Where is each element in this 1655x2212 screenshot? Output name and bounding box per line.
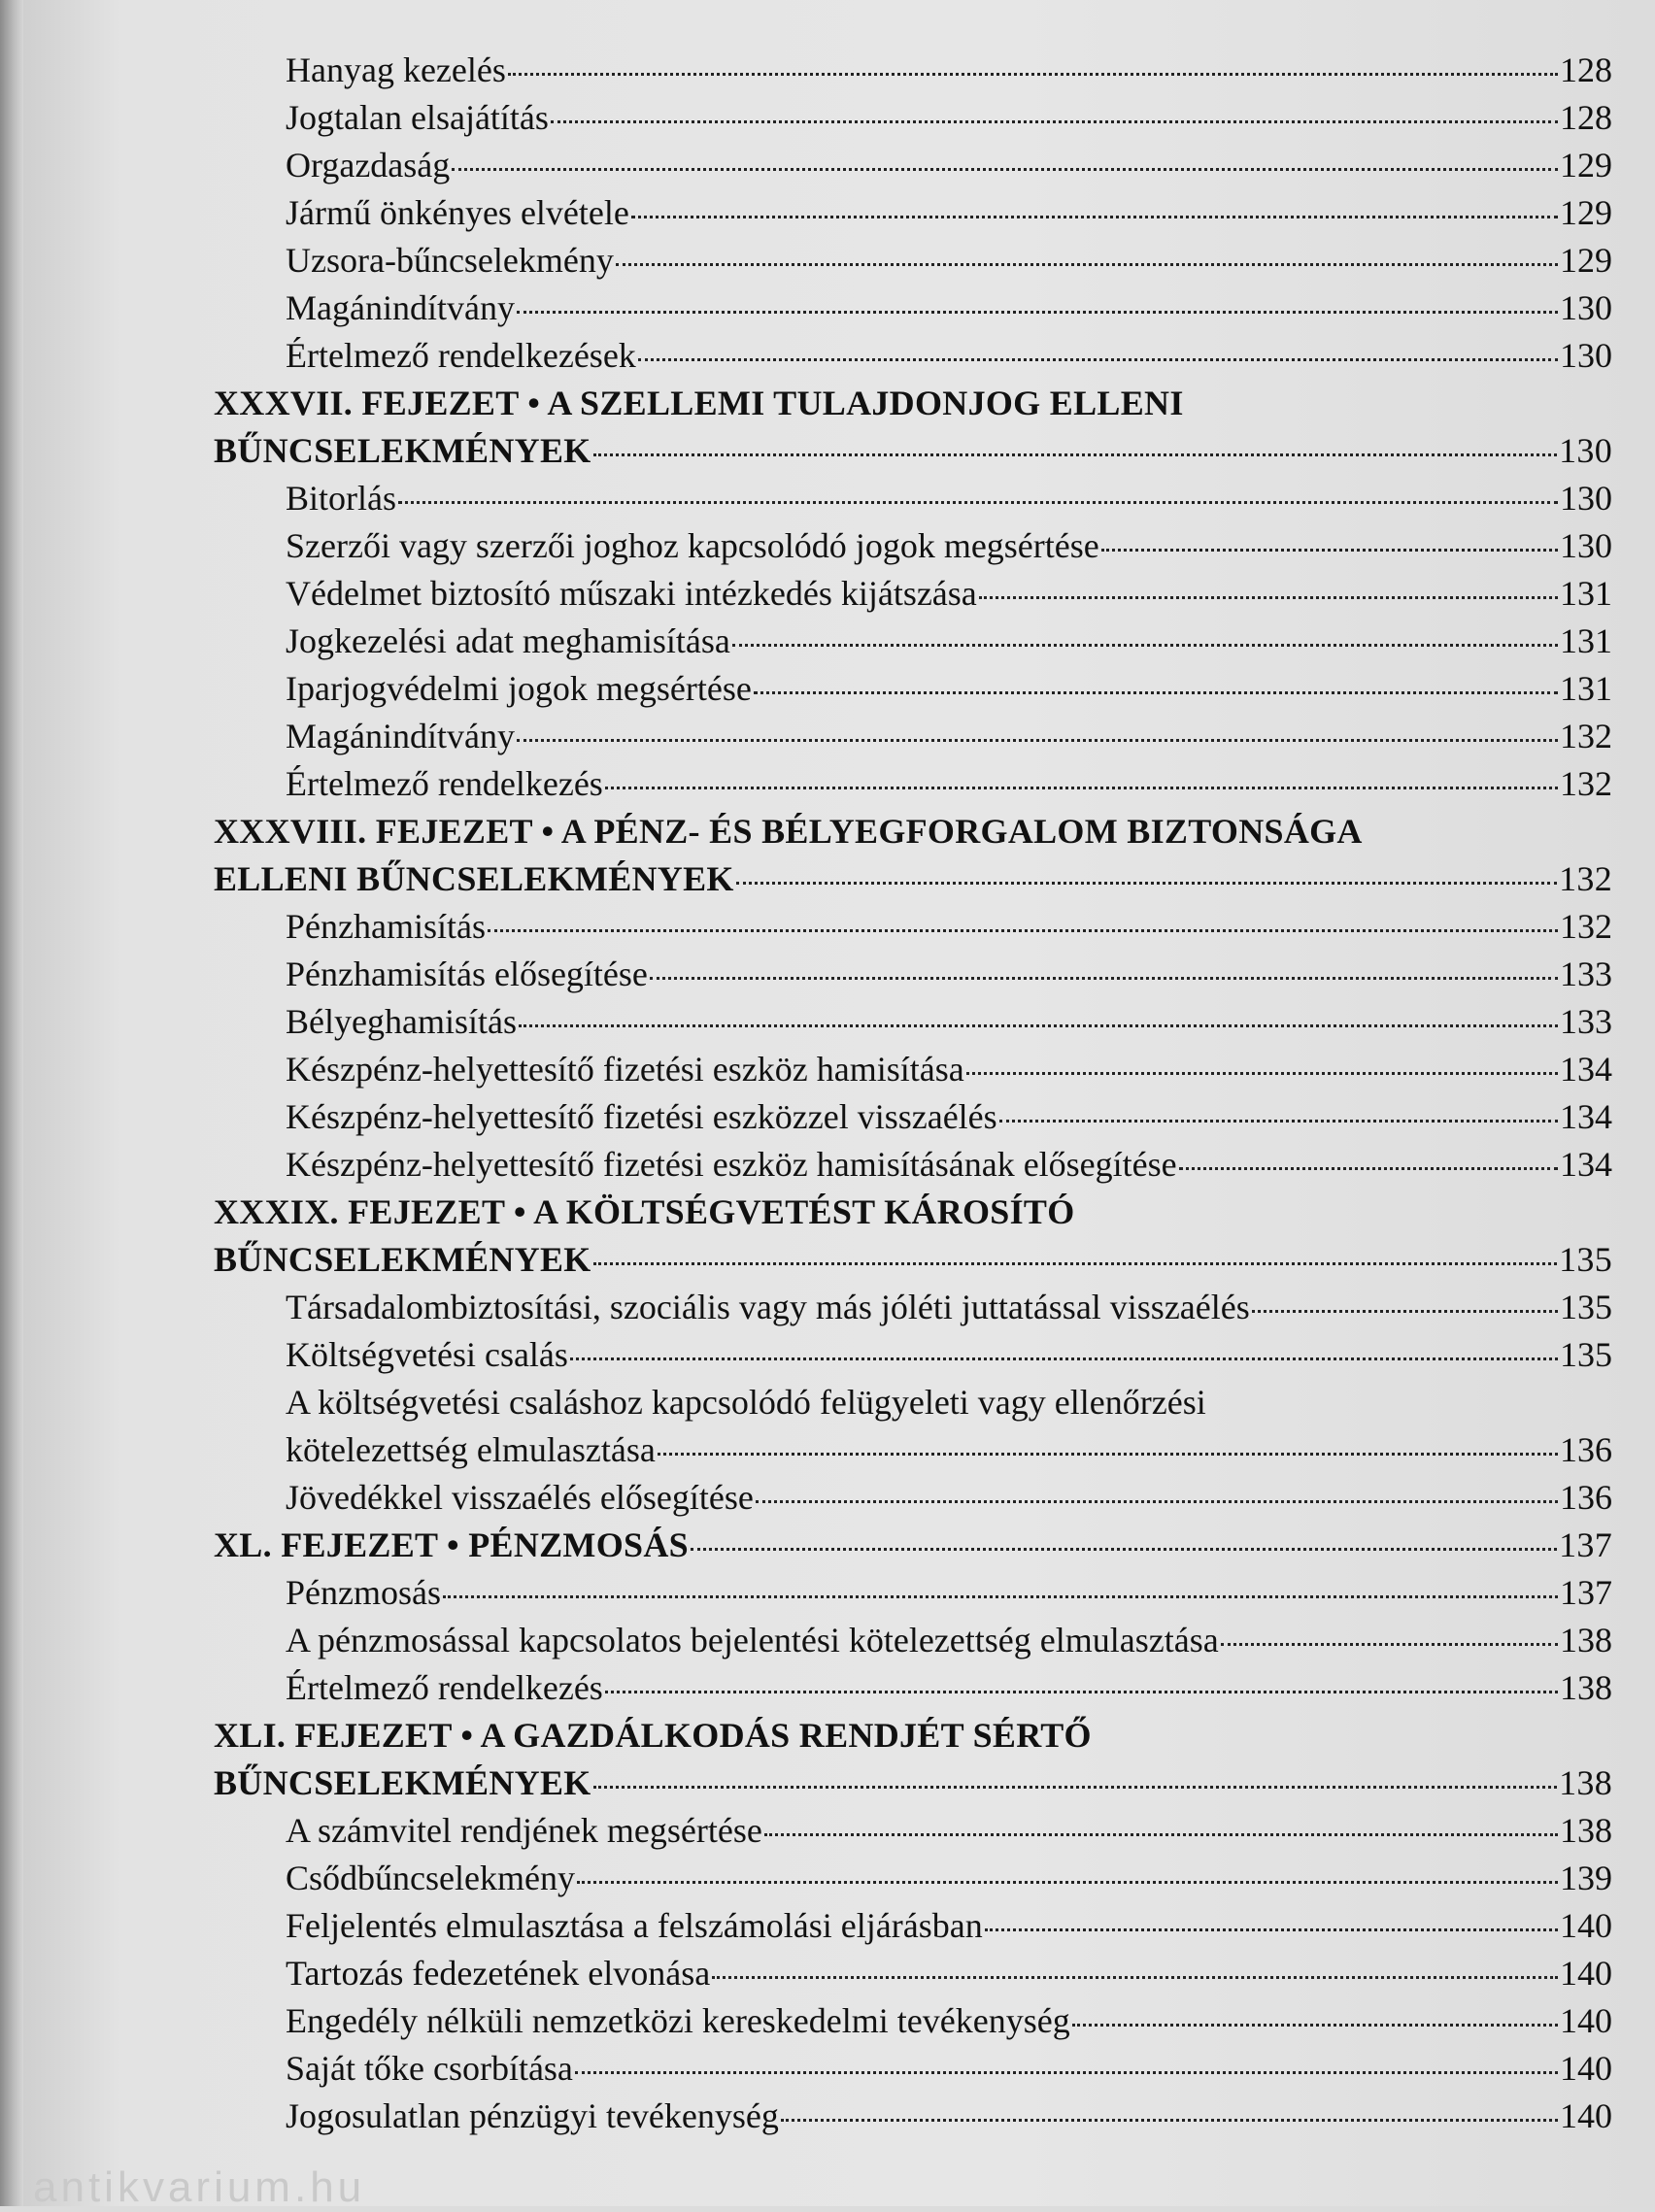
chapter-title: XL. FEJEZET • PÉNZMOSÁS bbox=[214, 1525, 689, 1564]
chapter-title: BŰNCSELEKMÉNYEK bbox=[214, 431, 591, 470]
dot-leader bbox=[1072, 2024, 1558, 2027]
dot-leader bbox=[1179, 1167, 1558, 1170]
chapter-title: ELLENI BŰNCSELEKMÉNYEK bbox=[214, 859, 734, 898]
toc-entry[interactable] bbox=[214, 1855, 1612, 1902]
entry-title: Pénzhamisítás elősegítése bbox=[286, 955, 648, 993]
toc-entry[interactable] bbox=[214, 1569, 1612, 1617]
dot-leader bbox=[508, 73, 1558, 76]
toc-entry[interactable] bbox=[214, 285, 1612, 332]
toc-entry[interactable] bbox=[214, 237, 1612, 285]
entry-title: Jármű önkényes elvétele bbox=[286, 193, 629, 232]
page-number: 134 bbox=[1560, 1145, 1612, 1184]
entry-title: Feljelentés elmulasztása a felszámolási eljárásban bbox=[286, 1906, 983, 1945]
toc-entry[interactable] bbox=[214, 665, 1612, 713]
toc-entry[interactable] bbox=[214, 570, 1612, 618]
page-number: 138 bbox=[1560, 1811, 1612, 1850]
page-number: 138 bbox=[1560, 1621, 1612, 1659]
chapter-title: BŰNCSELEKMÉNYEK bbox=[214, 1240, 591, 1279]
toc-entry-line: A költségvetési csaláshoz kapcsolódó felügyeleti vagy ellenőrzési bbox=[286, 1383, 1206, 1422]
toc-entry[interactable] bbox=[214, 189, 1612, 237]
entry-title: Jövedékkel visszaélés elősegítése bbox=[286, 1478, 754, 1517]
page-number: 130 bbox=[1560, 336, 1612, 375]
entry-title: Készpénz-helyettesítő fizetési eszköz hamisítása bbox=[286, 1050, 964, 1089]
page-number: 129 bbox=[1560, 146, 1612, 184]
page-number: 135 bbox=[1560, 1288, 1612, 1326]
dot-leader bbox=[658, 1453, 1558, 1456]
dot-leader bbox=[985, 1928, 1558, 1931]
toc-entry[interactable] bbox=[214, 1617, 1612, 1664]
dot-leader bbox=[398, 501, 1558, 504]
dot-leader bbox=[517, 311, 1558, 314]
page-number: 140 bbox=[1560, 2049, 1612, 2088]
page-number: 140 bbox=[1560, 1954, 1612, 1993]
chapter-title: BŰNCSELEKMÉNYEK bbox=[214, 1763, 591, 1802]
entry-title: Jogtalan elsajátítás bbox=[286, 98, 549, 137]
toc-entry[interactable] bbox=[214, 760, 1612, 808]
chapter-entry[interactable] bbox=[214, 855, 1612, 903]
toc-entry[interactable] bbox=[214, 2093, 1612, 2140]
dot-leader bbox=[593, 1786, 1558, 1789]
dot-leader bbox=[577, 1881, 1558, 1884]
entry-title: kötelezettség elmulasztása bbox=[286, 1430, 656, 1469]
entry-title: Hanyag kezelés bbox=[286, 50, 506, 89]
entry-title: Pénzhamisítás bbox=[286, 907, 486, 946]
dot-leader bbox=[1252, 1310, 1558, 1313]
toc-entry[interactable] bbox=[214, 1331, 1612, 1379]
page-number: 136 bbox=[1560, 1430, 1612, 1469]
toc-entry[interactable] bbox=[214, 332, 1612, 380]
chapter-entry[interactable] bbox=[214, 1236, 1612, 1284]
entry-title: Bélyeghamisítás bbox=[286, 1002, 517, 1041]
dot-leader bbox=[593, 453, 1558, 456]
dot-leader bbox=[979, 596, 1558, 599]
dot-leader bbox=[593, 1262, 1558, 1265]
chapter-heading-line: XXXVIII. FEJEZET • A PÉNZ- ÉS BÉLYEGFORGALOM BIZTONSÁGA bbox=[214, 812, 1363, 851]
dot-leader bbox=[999, 1120, 1558, 1123]
entry-title: Uzsora-bűncselekmény bbox=[286, 241, 614, 280]
page-number: 132 bbox=[1560, 764, 1612, 803]
page-number: 136 bbox=[1560, 1478, 1612, 1517]
dot-leader bbox=[691, 1548, 1557, 1551]
dot-leader bbox=[712, 1976, 1558, 1979]
page-number: 132 bbox=[1559, 859, 1612, 898]
toc-entry[interactable] bbox=[214, 1284, 1612, 1331]
entry-title: Jogosulatlan pénzügyi tevékenység bbox=[286, 2096, 779, 2135]
watermark: antikvarium.hu bbox=[33, 2163, 366, 2211]
dot-leader bbox=[1221, 1643, 1558, 1646]
dot-leader bbox=[551, 120, 1558, 123]
dot-leader bbox=[605, 1691, 1558, 1693]
dot-leader bbox=[966, 1072, 1558, 1075]
dot-leader bbox=[1101, 549, 1558, 552]
dot-leader bbox=[650, 977, 1558, 980]
entry-title: Tartozás fedezetének elvonása bbox=[286, 1954, 711, 1993]
page-number: 134 bbox=[1560, 1097, 1612, 1136]
page-number: 139 bbox=[1560, 1859, 1612, 1897]
dot-leader bbox=[570, 1357, 1558, 1360]
toc-entry[interactable] bbox=[214, 142, 1612, 189]
entry-title: Jogkezelési adat meghamisítása bbox=[286, 621, 730, 660]
entry-title: Iparjogvédelmi jogok megsértése bbox=[286, 669, 752, 708]
chapter-heading-line: XXXVII. FEJEZET • A SZELLEMI TULAJDONJOG ELLENI bbox=[214, 384, 1184, 422]
entry-title: Költségvetési csalás bbox=[286, 1335, 568, 1374]
entry-title: Orgazdaság bbox=[286, 146, 451, 184]
toc-entry[interactable] bbox=[214, 1426, 1612, 1474]
page-number: 128 bbox=[1560, 98, 1612, 137]
entry-title: Magánindítvány bbox=[286, 717, 515, 755]
toc-entry[interactable] bbox=[214, 1474, 1612, 1522]
dot-leader bbox=[781, 2119, 1558, 2122]
page-number: 138 bbox=[1559, 1763, 1612, 1802]
dot-leader bbox=[519, 1024, 1558, 1027]
page-number: 129 bbox=[1560, 193, 1612, 232]
dot-leader bbox=[616, 263, 1558, 266]
dot-leader bbox=[443, 1595, 1558, 1598]
entry-title: Engedély nélküli nemzetközi kereskedelmi tevékenység bbox=[286, 2001, 1070, 2040]
dot-leader bbox=[732, 644, 1558, 647]
chapter-entry[interactable] bbox=[214, 427, 1612, 475]
entry-title: Társadalombiztosítási, szociális vagy más jóléti juttatással visszaélés bbox=[286, 1288, 1250, 1326]
chapter-entry[interactable] bbox=[214, 1522, 1612, 1569]
entry-title: A pénzmosással kapcsolatos bejelentési kötelezettség elmulasztása bbox=[286, 1621, 1219, 1659]
entry-title: Készpénz-helyettesítő fizetési eszköz hamisításának elősegítése bbox=[286, 1145, 1177, 1184]
toc-entry[interactable] bbox=[214, 618, 1612, 665]
toc-entry[interactable] bbox=[214, 1093, 1612, 1141]
entry-title: Magánindítvány bbox=[286, 288, 515, 327]
toc-entry[interactable] bbox=[214, 475, 1612, 522]
page-number: 137 bbox=[1560, 1573, 1612, 1612]
toc-entry[interactable] bbox=[214, 713, 1612, 760]
chapter-heading-line: XLI. FEJEZET • A GAZDÁLKODÁS RENDJÉT SÉRTŐ bbox=[214, 1716, 1092, 1755]
book-spine-edge bbox=[0, 0, 23, 2206]
chapter-heading-line: XXXIX. FEJEZET • A KÖLTSÉGVETÉST KÁROSÍTÓ bbox=[214, 1192, 1075, 1231]
page-number: 133 bbox=[1560, 1002, 1612, 1041]
entry-title: Saját tőke csorbítása bbox=[286, 2049, 573, 2088]
toc-entry[interactable] bbox=[214, 94, 1612, 142]
toc-entry[interactable] bbox=[214, 1141, 1612, 1189]
dot-leader bbox=[488, 929, 1558, 932]
page-number: 140 bbox=[1560, 2096, 1612, 2135]
dot-leader bbox=[754, 691, 1558, 694]
page-number: 133 bbox=[1560, 955, 1612, 993]
page-number: 140 bbox=[1560, 1906, 1612, 1945]
toc-entry[interactable] bbox=[214, 903, 1612, 951]
dot-leader bbox=[605, 787, 1558, 789]
entry-title: Értelmező rendelkezés bbox=[286, 1668, 603, 1707]
page-number: 128 bbox=[1560, 50, 1612, 89]
toc-entry[interactable] bbox=[214, 47, 1612, 94]
toc-entry[interactable] bbox=[214, 998, 1612, 1046]
toc-entry[interactable] bbox=[214, 2045, 1612, 2093]
page-number: 131 bbox=[1560, 621, 1612, 660]
dot-leader bbox=[452, 168, 1558, 171]
toc-entry[interactable] bbox=[214, 1046, 1612, 1093]
page-number: 132 bbox=[1560, 717, 1612, 755]
page-number: 137 bbox=[1559, 1525, 1612, 1564]
dot-leader bbox=[736, 882, 1557, 885]
entry-title: Védelmet biztosító műszaki intézkedés kijátszása bbox=[286, 574, 977, 613]
page-number: 140 bbox=[1560, 2001, 1612, 2040]
page-number: 138 bbox=[1560, 1668, 1612, 1707]
entry-title: Pénzmosás bbox=[286, 1573, 441, 1612]
toc-entry[interactable] bbox=[214, 1807, 1612, 1855]
page-number: 129 bbox=[1560, 241, 1612, 280]
entry-title: A számvitel rendjének megsértése bbox=[286, 1811, 762, 1850]
chapter-entry[interactable] bbox=[214, 1760, 1612, 1807]
page-number: 130 bbox=[1560, 479, 1612, 518]
page-number: 132 bbox=[1560, 907, 1612, 946]
dot-leader bbox=[517, 739, 1558, 742]
page-number: 131 bbox=[1560, 669, 1612, 708]
page-number: 131 bbox=[1560, 574, 1612, 613]
toc-entry[interactable] bbox=[214, 1950, 1612, 1997]
dot-leader bbox=[631, 216, 1558, 218]
book-page bbox=[23, 0, 1655, 2211]
dot-leader bbox=[575, 2071, 1558, 2074]
dot-leader bbox=[764, 1833, 1558, 1836]
page-number: 135 bbox=[1560, 1335, 1612, 1374]
entry-title: Értelmező rendelkezések bbox=[286, 336, 636, 375]
entry-title: Szerzői vagy szerzői joghoz kapcsolódó jogok megsértése bbox=[286, 526, 1099, 565]
entry-title: Bitorlás bbox=[286, 479, 396, 518]
toc-entry[interactable] bbox=[214, 522, 1612, 570]
toc-entry[interactable] bbox=[214, 1997, 1612, 2045]
table-of-contents bbox=[214, 47, 1612, 2140]
toc-entry[interactable] bbox=[214, 1902, 1612, 1950]
dot-leader bbox=[638, 358, 1558, 361]
page-number: 130 bbox=[1560, 526, 1612, 565]
page-number: 130 bbox=[1560, 288, 1612, 327]
dot-leader bbox=[756, 1500, 1558, 1503]
toc-entry[interactable] bbox=[214, 1664, 1612, 1712]
page-number: 135 bbox=[1559, 1240, 1612, 1279]
entry-title: Készpénz-helyettesítő fizetési eszközzel visszaélés bbox=[286, 1097, 997, 1136]
page-number: 134 bbox=[1560, 1050, 1612, 1089]
entry-title: Értelmező rendelkezés bbox=[286, 764, 603, 803]
page-number: 130 bbox=[1559, 431, 1612, 470]
entry-title: Csődbűncselekmény bbox=[286, 1859, 575, 1897]
toc-entry[interactable] bbox=[214, 951, 1612, 998]
